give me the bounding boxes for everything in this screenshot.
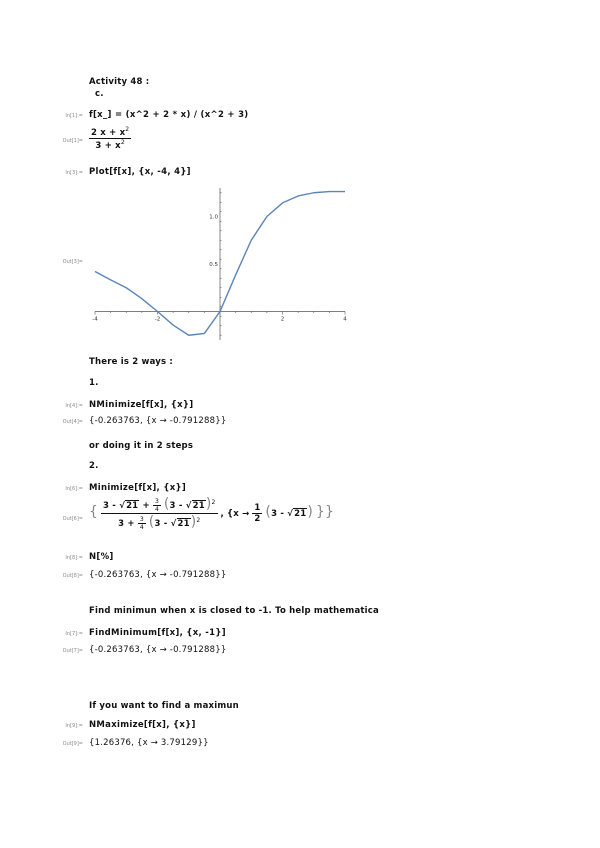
output-label: Out[4]= bbox=[62, 419, 83, 425]
output-label: Out[9]= bbox=[62, 741, 83, 747]
output-label: Out[8]= bbox=[62, 573, 83, 579]
output-label: Out[6]= bbox=[62, 516, 83, 522]
y-tick-label: 0.5 bbox=[209, 262, 218, 268]
function-plot[interactable] bbox=[86, 180, 356, 345]
activity-title: Activity 48 : bbox=[89, 77, 150, 87]
output-cell-minimize-symbolic: { 3 - √21 + $\frac{3}{4}$ (3 - √21)$^2$ 3 + $\frac{3}{4}$ (3 - √21)$^2$ , {x → $\frac{1}{2}$ (3 - √21) }} bbox=[89, 496, 335, 531]
note-step-two: 2. bbox=[89, 461, 99, 471]
input-label: In[4]:= bbox=[65, 403, 83, 409]
note-ways: There is 2 ways : bbox=[89, 357, 174, 367]
input-label: In[3]:= bbox=[65, 170, 83, 176]
input-label: In[7]:= bbox=[65, 631, 83, 637]
output-cell-nmaximize: {1.26376, {x → 3.79129}} bbox=[89, 738, 209, 748]
note-find-min: Find minimun when x is closed to -1. To help mathematica bbox=[89, 606, 379, 616]
output-cell-nminimize: {-0.263763, {x → -0.791288}} bbox=[89, 416, 227, 426]
x-tick-label: 2 bbox=[280, 316, 285, 323]
x-tick-label: -4 bbox=[92, 316, 98, 323]
input-cell-plot[interactable]: Plot[f[x], {x, -4, 4}] bbox=[89, 167, 191, 177]
input-cell-nminimize[interactable]: NMinimize[f[x], {x}] bbox=[89, 400, 194, 410]
input-label: In[9]:= bbox=[65, 723, 83, 729]
input-label: In[8]:= bbox=[65, 555, 83, 561]
output-label: Out[7]= bbox=[62, 648, 83, 654]
note-find-max: If you want to find a maximun bbox=[89, 701, 239, 711]
input-cell-minimize[interactable]: Minimize[f[x], {x}] bbox=[89, 483, 187, 493]
y-tick-label: 1.0 bbox=[209, 214, 218, 221]
input-cell-nmaximize[interactable]: NMaximize[f[x], {x}] bbox=[89, 720, 196, 730]
input-cell-define-f[interactable]: f[x_] = (x^2 + 2 * x) / (x^2 + 3) bbox=[89, 110, 249, 120]
input-label: In[6]:= bbox=[65, 486, 83, 492]
output-cell-findminimum: {-0.263763, {x → -0.791288}} bbox=[89, 645, 227, 655]
input-label: In[1]:= bbox=[65, 113, 83, 119]
activity-subtitle: c. bbox=[95, 89, 104, 99]
input-cell-n-percent[interactable]: N[%] bbox=[89, 552, 114, 562]
note-step-one: 1. bbox=[89, 378, 99, 388]
note-two-steps: or doing it in 2 steps bbox=[89, 441, 194, 451]
output-label: Out[3]= bbox=[62, 259, 83, 265]
output-label: Out[1]= bbox=[62, 138, 83, 144]
output-cell-f-fraction: $\frac{2 x + x^2}{3 + x^2}$ bbox=[91, 126, 130, 151]
x-tick-label: -2 bbox=[154, 316, 161, 323]
output-cell-n-percent: {-0.263763, {x → -0.791288}} bbox=[89, 570, 227, 580]
x-tick-label: 4 bbox=[343, 316, 347, 323]
input-cell-findminimum[interactable]: FindMinimum[f[x], {x, -1}] bbox=[89, 628, 226, 638]
